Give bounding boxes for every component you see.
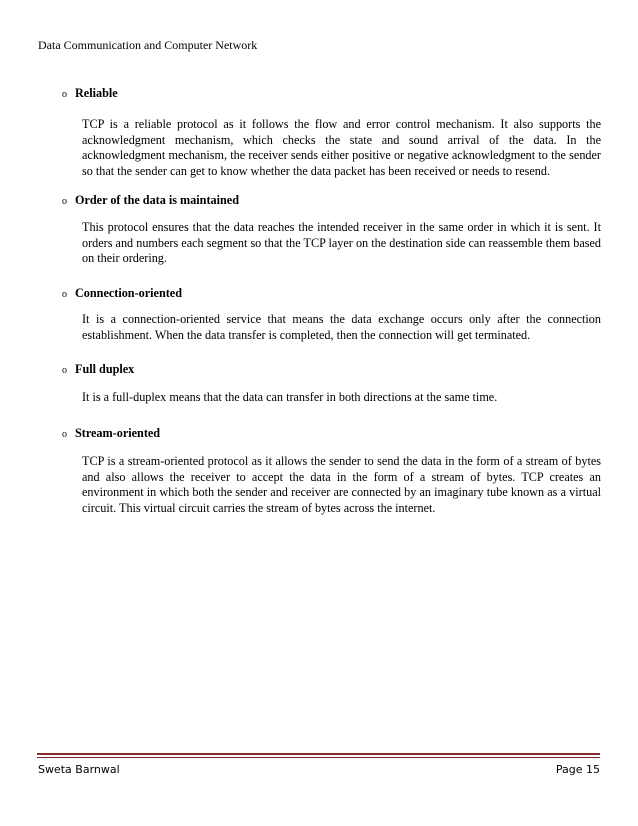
- section-heading-text: Order of the data is maintained: [75, 193, 239, 207]
- section-paragraph-order: This protocol ensures that the data reaches the intended receiver in the same order in which it is sent. It orders and numbers each segment so that the TCP layer on the destination side can reassemble them based on their ordering.: [82, 220, 601, 266]
- section-heading-text: Stream-oriented: [75, 426, 161, 440]
- section-paragraph-connection: It is a connection-oriented service that means the data exchange occurs only after the connection establishment. When the data transfer is completed, then the connection will get terminated.: [82, 312, 601, 342]
- section-heading-stream: [62, 426, 160, 442]
- section-heading-text: Reliable: [75, 86, 118, 100]
- section-paragraph-stream: TCP is a stream-oriented protocol as it allows the sender to send the data in the form of a stream of bytes and also allows the receiver to accept the data in the form of a stream of bytes. TCP creates an environment in which both the sender and receiver are connected by an imaginary tube known as a virtual circuit. This virtual circuit carries the stream of bytes across the internet.: [82, 454, 601, 516]
- section-heading-text: Connection-oriented: [75, 286, 182, 300]
- footer-author: Sweta Barnwal: [38, 763, 120, 776]
- bullet-icon: o: [62, 289, 67, 300]
- section-heading-order: [62, 193, 239, 209]
- section-heading-duplex: [62, 362, 134, 378]
- bullet-icon: o: [62, 196, 67, 207]
- footer-rule-thin: [37, 757, 600, 758]
- section-paragraph-duplex: It is a full-duplex means that the data can transfer in both directions at the same time.: [82, 390, 498, 404]
- footer-rule: [37, 753, 600, 755]
- section-heading-connection: [62, 286, 182, 302]
- section-heading-text: Full duplex: [75, 362, 135, 376]
- footer-page-number: Page 15: [555, 763, 600, 776]
- bullet-icon: o: [62, 89, 67, 100]
- running-header: Data Communication and Computer Network: [38, 38, 258, 52]
- section-heading-reliable: [62, 86, 118, 102]
- bullet-icon: o: [62, 429, 67, 440]
- bullet-icon: o: [62, 365, 67, 376]
- section-paragraph-reliable: TCP is a reliable protocol as it follows the flow and error control mechanism. It also supports the acknowledgment mechanism, which checks the state and sound arrival of the data. In the acknowledgment mechanism, the receiver sends either positive or negative acknowledgment to the sender so that the sender can get to know whether the data packet has been received or needs to resend.: [82, 117, 601, 179]
